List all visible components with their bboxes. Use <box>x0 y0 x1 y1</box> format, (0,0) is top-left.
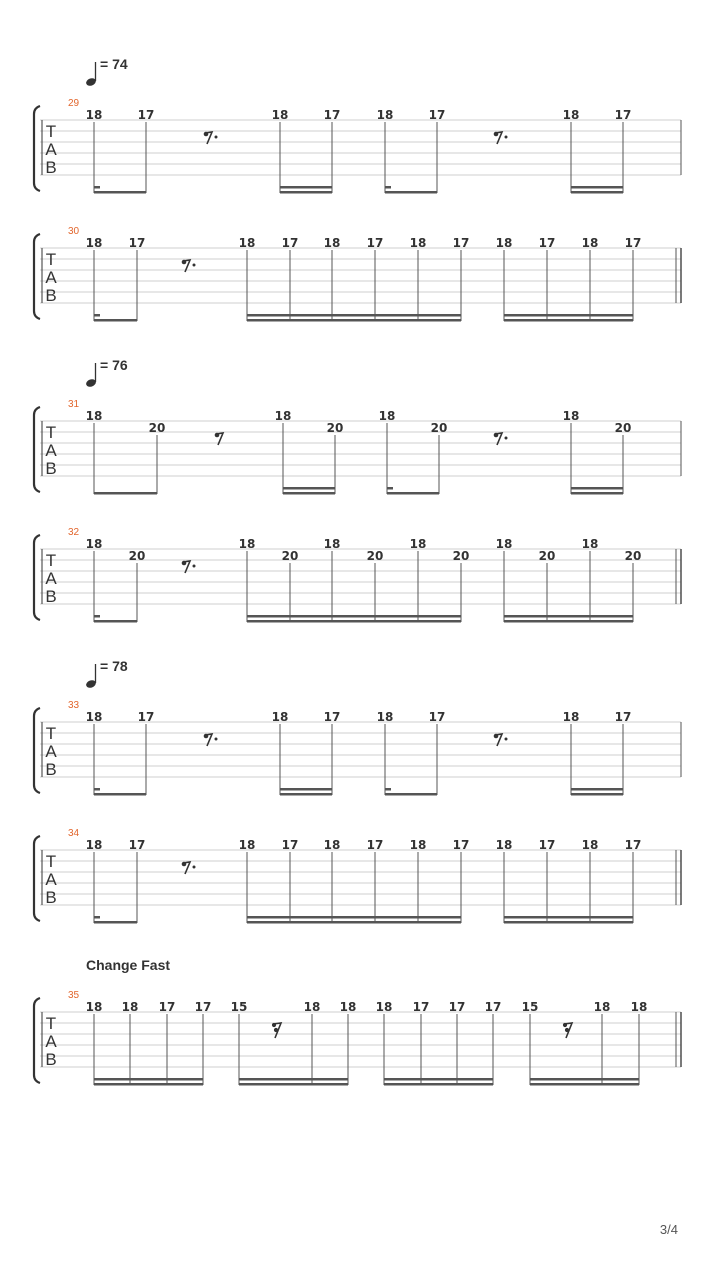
system-bracket <box>34 106 40 191</box>
fret-number: 18 <box>323 838 341 852</box>
fret-number: 18 <box>85 236 103 250</box>
beam <box>239 1083 348 1086</box>
measure-number: 29 <box>68 98 80 109</box>
tab-clef-letter: B <box>45 286 57 305</box>
beam <box>94 319 137 322</box>
fret-number: 20 <box>366 549 384 563</box>
fret-number: 17 <box>281 236 299 250</box>
fret-number: 18 <box>495 838 513 852</box>
system-bracket <box>34 407 40 492</box>
beam <box>504 314 633 317</box>
rest-flag <box>494 734 499 739</box>
tempo-marking: = 76 <box>100 357 128 373</box>
fret-number: 18 <box>409 838 427 852</box>
beam-stub <box>385 788 391 791</box>
fret-number: 17 <box>158 1000 176 1014</box>
fret-number: 18 <box>581 537 599 551</box>
tab-clef-letter: T <box>45 423 57 442</box>
fret-number: 18 <box>562 108 580 122</box>
measure-number: 35 <box>68 990 80 1001</box>
fret-number: 18 <box>271 710 289 724</box>
beam <box>94 921 137 924</box>
fret-number: 18 <box>85 1000 103 1014</box>
beam <box>571 788 623 791</box>
beam <box>247 620 461 623</box>
fret-number: 15 <box>521 1000 539 1014</box>
fret-number: 17 <box>137 710 155 724</box>
fret-number: 17 <box>412 1000 430 1014</box>
rest-flag <box>204 734 209 739</box>
beam <box>385 191 437 194</box>
tempo-marking: = 74 <box>100 56 128 72</box>
fret-number: 18 <box>593 1000 611 1014</box>
tab-system-29 <box>34 56 681 194</box>
system-bracket <box>34 234 40 319</box>
beam <box>247 916 461 919</box>
beam <box>247 615 461 618</box>
rest-dot <box>505 738 508 741</box>
beam <box>283 487 335 490</box>
tab-clef-letter: B <box>45 1050 57 1069</box>
tab-clef-letter: T <box>45 1014 57 1033</box>
measure-number: 33 <box>68 700 80 711</box>
fret-number: 17 <box>452 236 470 250</box>
fret-number: 18 <box>85 838 103 852</box>
beam <box>384 1078 493 1081</box>
fret-number: 18 <box>121 1000 139 1014</box>
rest-flag <box>215 433 220 438</box>
rest-flag <box>182 561 187 566</box>
beam <box>504 319 633 322</box>
tab-clef-letter: A <box>45 870 57 889</box>
beam-stub <box>94 615 100 618</box>
system-bracket <box>34 998 40 1083</box>
rest-dot <box>215 136 218 139</box>
rest-dot <box>193 565 196 568</box>
fret-number: 18 <box>562 710 580 724</box>
fret-number: 18 <box>409 236 427 250</box>
fret-number: 18 <box>375 1000 393 1014</box>
tab-system-32 <box>34 527 681 623</box>
beam <box>504 615 633 618</box>
rest-dot <box>193 866 196 869</box>
fret-number: 17 <box>624 236 642 250</box>
fret-number: 17 <box>323 108 341 122</box>
beam-stub <box>94 916 100 919</box>
beam <box>94 492 157 495</box>
tab-system-34 <box>34 828 681 924</box>
beam <box>384 1083 493 1086</box>
fret-number: 18 <box>303 1000 321 1014</box>
beam <box>247 319 461 322</box>
beam <box>247 921 461 924</box>
tab-clef-letter: A <box>45 1032 57 1051</box>
fret-number: 17 <box>614 710 632 724</box>
rest-flag <box>272 1023 276 1027</box>
beam <box>571 487 623 490</box>
fret-number: 17 <box>366 236 384 250</box>
system-bracket <box>34 535 40 620</box>
rest-flag <box>274 1028 278 1032</box>
fret-number: 17 <box>538 236 556 250</box>
fret-number: 18 <box>581 236 599 250</box>
beam <box>530 1083 639 1086</box>
rest-dot <box>505 136 508 139</box>
fret-number: 17 <box>538 838 556 852</box>
tab-clef-letter: T <box>45 852 57 871</box>
fret-number: 18 <box>323 537 341 551</box>
beam <box>385 793 437 796</box>
fret-number: 18 <box>378 409 396 423</box>
tab-clef-letter: T <box>45 250 57 269</box>
tab-clef-letter: A <box>45 268 57 287</box>
fret-number: 15 <box>230 1000 248 1014</box>
beam <box>504 916 633 919</box>
beam <box>571 492 623 495</box>
rest-flag <box>494 433 499 438</box>
fret-number: 17 <box>448 1000 466 1014</box>
system-bracket <box>34 836 40 921</box>
fret-number: 20 <box>148 421 166 435</box>
beam-stub <box>94 186 100 189</box>
fret-number: 18 <box>85 108 103 122</box>
rest-dot <box>193 264 196 267</box>
fret-number: 17 <box>624 838 642 852</box>
fret-number: 18 <box>274 409 292 423</box>
beam <box>247 314 461 317</box>
measure-number: 32 <box>68 527 80 538</box>
beam-stub <box>387 487 393 490</box>
fret-number: 17 <box>128 838 146 852</box>
fret-number: 18 <box>238 838 256 852</box>
fret-number: 20 <box>538 549 556 563</box>
fret-number: 17 <box>614 108 632 122</box>
fret-number: 18 <box>85 409 103 423</box>
fret-number: 17 <box>128 236 146 250</box>
rest-flag <box>182 260 187 265</box>
rest-dot <box>505 437 508 440</box>
fret-number: 18 <box>495 537 513 551</box>
tab-clef-letter: A <box>45 742 57 761</box>
tab-system-33 <box>34 658 681 796</box>
beam-stub <box>94 788 100 791</box>
rest-flag <box>204 132 209 137</box>
fret-number: 20 <box>281 549 299 563</box>
tab-clef-letter: B <box>45 760 57 779</box>
beam-stub <box>94 314 100 317</box>
beam <box>94 793 146 796</box>
fret-number: 20 <box>614 421 632 435</box>
tab-clef-letter: B <box>45 587 57 606</box>
fret-number: 17 <box>452 838 470 852</box>
tab-clef-letter: B <box>45 888 57 907</box>
fret-number: 18 <box>376 108 394 122</box>
beam <box>94 1083 203 1086</box>
fret-number: 17 <box>194 1000 212 1014</box>
tab-clef-letter: B <box>45 158 57 177</box>
beam <box>280 186 332 189</box>
beam <box>280 191 332 194</box>
fret-number: 18 <box>238 537 256 551</box>
fret-number: 17 <box>281 838 299 852</box>
beam <box>94 191 146 194</box>
beam <box>530 1078 639 1081</box>
rest-dot <box>215 738 218 741</box>
fret-number: 20 <box>128 549 146 563</box>
rest-flag <box>563 1023 567 1027</box>
fret-number: 20 <box>430 421 448 435</box>
tab-system-30 <box>34 226 681 322</box>
beam <box>280 788 332 791</box>
tab-clef-letter: B <box>45 459 57 478</box>
rest-flag <box>565 1028 569 1032</box>
tab-clef-letter: A <box>45 569 57 588</box>
fret-number: 18 <box>376 710 394 724</box>
fret-number: 18 <box>85 537 103 551</box>
rest-flag <box>182 862 187 867</box>
tab-clef-letter: T <box>45 122 57 141</box>
fret-number: 18 <box>238 236 256 250</box>
fret-number: 17 <box>428 710 446 724</box>
annotation-text: Change Fast <box>86 957 171 973</box>
beam <box>571 186 623 189</box>
tab-system-35 <box>34 957 681 1086</box>
beam <box>504 921 633 924</box>
beam <box>571 191 623 194</box>
fret-number: 20 <box>624 549 642 563</box>
fret-number: 17 <box>323 710 341 724</box>
fret-number: 18 <box>271 108 289 122</box>
fret-number: 20 <box>326 421 344 435</box>
tab-system-31 <box>34 357 681 495</box>
fret-number: 17 <box>137 108 155 122</box>
fret-number: 18 <box>630 1000 648 1014</box>
fret-number: 18 <box>495 236 513 250</box>
tab-clef-letter: A <box>45 441 57 460</box>
fret-number: 18 <box>562 409 580 423</box>
fret-number: 20 <box>452 549 470 563</box>
rest-flag <box>494 132 499 137</box>
beam <box>387 492 439 495</box>
fret-number: 18 <box>581 838 599 852</box>
beam <box>283 492 335 495</box>
tab-clef-letter: A <box>45 140 57 159</box>
measure-number: 34 <box>68 828 80 839</box>
measure-number: 30 <box>68 226 80 237</box>
beam-stub <box>385 186 391 189</box>
beam <box>504 620 633 623</box>
tab-clef-letter: T <box>45 551 57 570</box>
beam <box>94 620 137 623</box>
beam <box>571 793 623 796</box>
fret-number: 18 <box>339 1000 357 1014</box>
fret-number: 17 <box>484 1000 502 1014</box>
beam <box>280 793 332 796</box>
tab-clef-letter: T <box>45 724 57 743</box>
fret-number: 18 <box>323 236 341 250</box>
fret-number: 18 <box>85 710 103 724</box>
system-bracket <box>34 708 40 793</box>
measure-number: 31 <box>68 399 80 410</box>
beam <box>94 1078 203 1081</box>
beam <box>239 1078 348 1081</box>
fret-number: 18 <box>409 537 427 551</box>
page-number: 3/4 <box>659 1222 678 1237</box>
tempo-marking: = 78 <box>100 658 128 674</box>
fret-number: 17 <box>366 838 384 852</box>
fret-number: 17 <box>428 108 446 122</box>
